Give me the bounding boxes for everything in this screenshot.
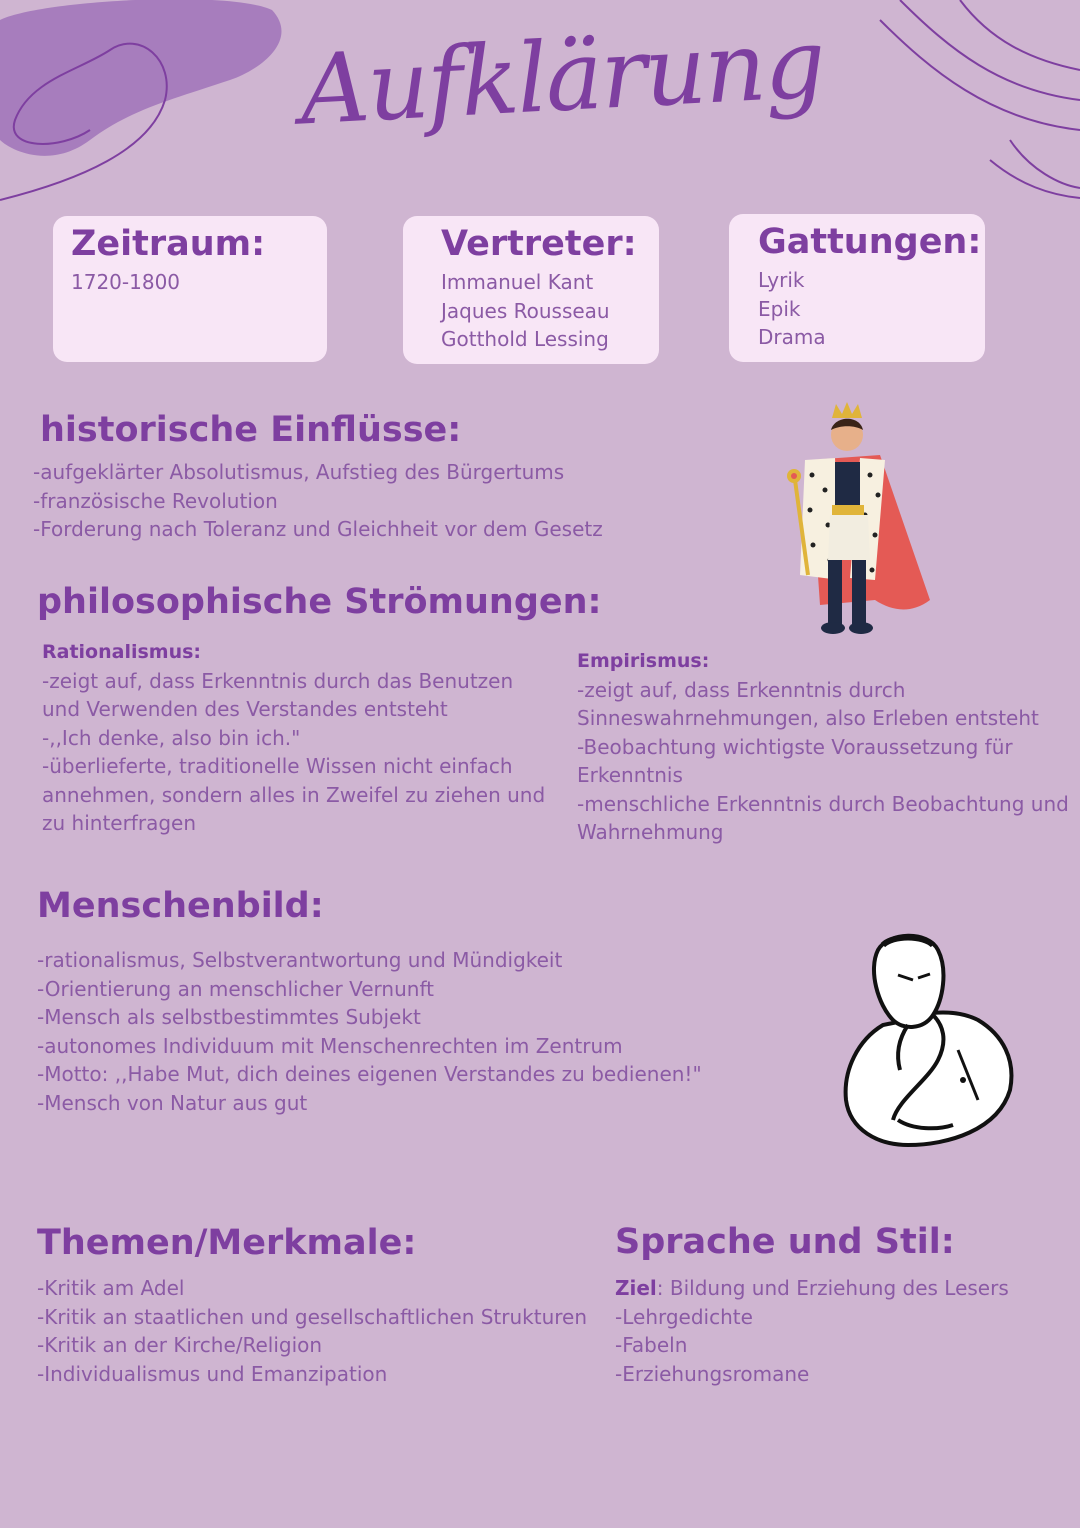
- sprache-heading: Sprache und Stil:: [615, 1222, 955, 1262]
- list-item: -Orientierung an menschlicher Vernunft: [37, 976, 434, 1001]
- list-item: -aufgeklärter Absolutismus, Aufstieg des Bürgertums: [33, 460, 565, 484]
- card-zeitraum-heading: Zeitraum:: [71, 224, 266, 264]
- list-item: -Motto: ,,Habe Mut, dich deines eigenen Verstandes zu bedienen!": [37, 1062, 702, 1086]
- list-item: -Forderung nach Toleranz und Gleichheit vor dem Gesetz: [33, 517, 603, 541]
- card-vertreter-line: Gotthold Lessing: [441, 327, 609, 351]
- list-item: -zeigt auf, dass Erkenntnis durch das Benutzen: [42, 668, 514, 693]
- card-gattungen-line: Epik: [758, 296, 801, 321]
- list-item: -Kritik an der Kirche/Religion: [37, 1333, 323, 1357]
- list-item: -Kritik am Adel: [37, 1276, 185, 1300]
- top-right-swirl-2: [900, 0, 1080, 100]
- list-item: -rationalismus, Selbstverantwortung und Mündigkeit: [37, 948, 563, 972]
- list-item: [615, 1274, 1055, 1303]
- card-gattungen: [729, 214, 985, 362]
- card-zeitraum-line: 1720-1800: [71, 270, 181, 294]
- card-vertreter-line: Jaques Rousseau: [441, 298, 610, 323]
- list-item: Wahrnehmung: [577, 820, 724, 844]
- list-item: -Erziehungsromane: [615, 1361, 810, 1386]
- list-item: -zeigt auf, dass Erkenntnis durch: [577, 677, 906, 702]
- rationalismus-block: [42, 638, 552, 838]
- ziel-text: : Bildung und Erziehung des Lesers: [656, 1276, 1009, 1300]
- card-vertreter-line: Immanuel Kant: [441, 270, 594, 294]
- card-vertreter-heading: Vertreter:: [441, 224, 637, 264]
- list-item: -,,Ich denke, also bin ich.": [42, 725, 301, 750]
- list-item: und Verwenden des Verstandes entsteht: [42, 697, 448, 721]
- card-zeitraum: [53, 216, 327, 362]
- ziel-label: Ziel: [615, 1276, 657, 1300]
- list-item: -Lehrgedichte: [615, 1304, 753, 1329]
- list-item: -Mensch als selbstbestimmtes Subjekt: [37, 1005, 421, 1029]
- list-item: zu hinterfragen: [42, 811, 197, 835]
- empirismus-block: [577, 647, 1072, 847]
- top-right-swirl-5: [990, 160, 1080, 198]
- sprache-list: [615, 1274, 1055, 1388]
- list-item: -überlieferte, traditionelle Wissen nicht einfach: [42, 754, 513, 778]
- rationalismus-heading: Rationalismus:: [42, 641, 202, 663]
- top-right-swirl-1: [880, 20, 1080, 130]
- list-item: -Individualismus und Emanzipation: [37, 1361, 388, 1386]
- list-item: Sinneswahrnehmungen, also Erleben entsteht: [577, 706, 1039, 730]
- list-item: -Kritik an staatlichen und gesellschaftlichen Strukturen: [37, 1304, 588, 1329]
- philosophisch-heading: philosophische Strömungen:: [37, 582, 602, 622]
- list-item: -Beobachtung wichtigste Voraussetzung für: [577, 734, 1013, 759]
- list-item: -französische Revolution: [33, 488, 278, 513]
- top-left-blob: [0, 0, 281, 156]
- list-item: Erkenntnis: [577, 763, 683, 787]
- king-illustration: [780, 400, 940, 645]
- card-gattungen-heading: Gattungen:: [758, 222, 982, 262]
- list-item: -Fabeln: [615, 1333, 688, 1357]
- menschenbild-list: [37, 946, 797, 1117]
- historische-list: [33, 458, 733, 544]
- empirismus-heading: Empirismus:: [577, 650, 710, 672]
- themen-list: [37, 1274, 607, 1388]
- top-right-swirl-3: [960, 0, 1080, 70]
- historische-heading: historische Einflüsse:: [40, 410, 462, 450]
- card-vertreter: [403, 216, 659, 364]
- list-item: -Mensch von Natur aus gut: [37, 1090, 308, 1115]
- card-gattungen-line: Drama: [758, 325, 826, 349]
- list-item: -autonomes Individuum mit Menschenrechten im Zentrum: [37, 1033, 623, 1058]
- themen-heading: Themen/Merkmale:: [37, 1223, 417, 1263]
- thinker-illustration: [838, 930, 1018, 1152]
- card-gattungen-line: Lyrik: [758, 268, 805, 292]
- list-item: -menschliche Erkenntnis durch Beobachtung und: [577, 791, 1069, 816]
- menschenbild-heading: Menschenbild:: [37, 886, 324, 926]
- list-item: annehmen, sondern alles in Zweifel zu ziehen und: [42, 782, 546, 807]
- page-title: Aufklärung: [297, 7, 827, 147]
